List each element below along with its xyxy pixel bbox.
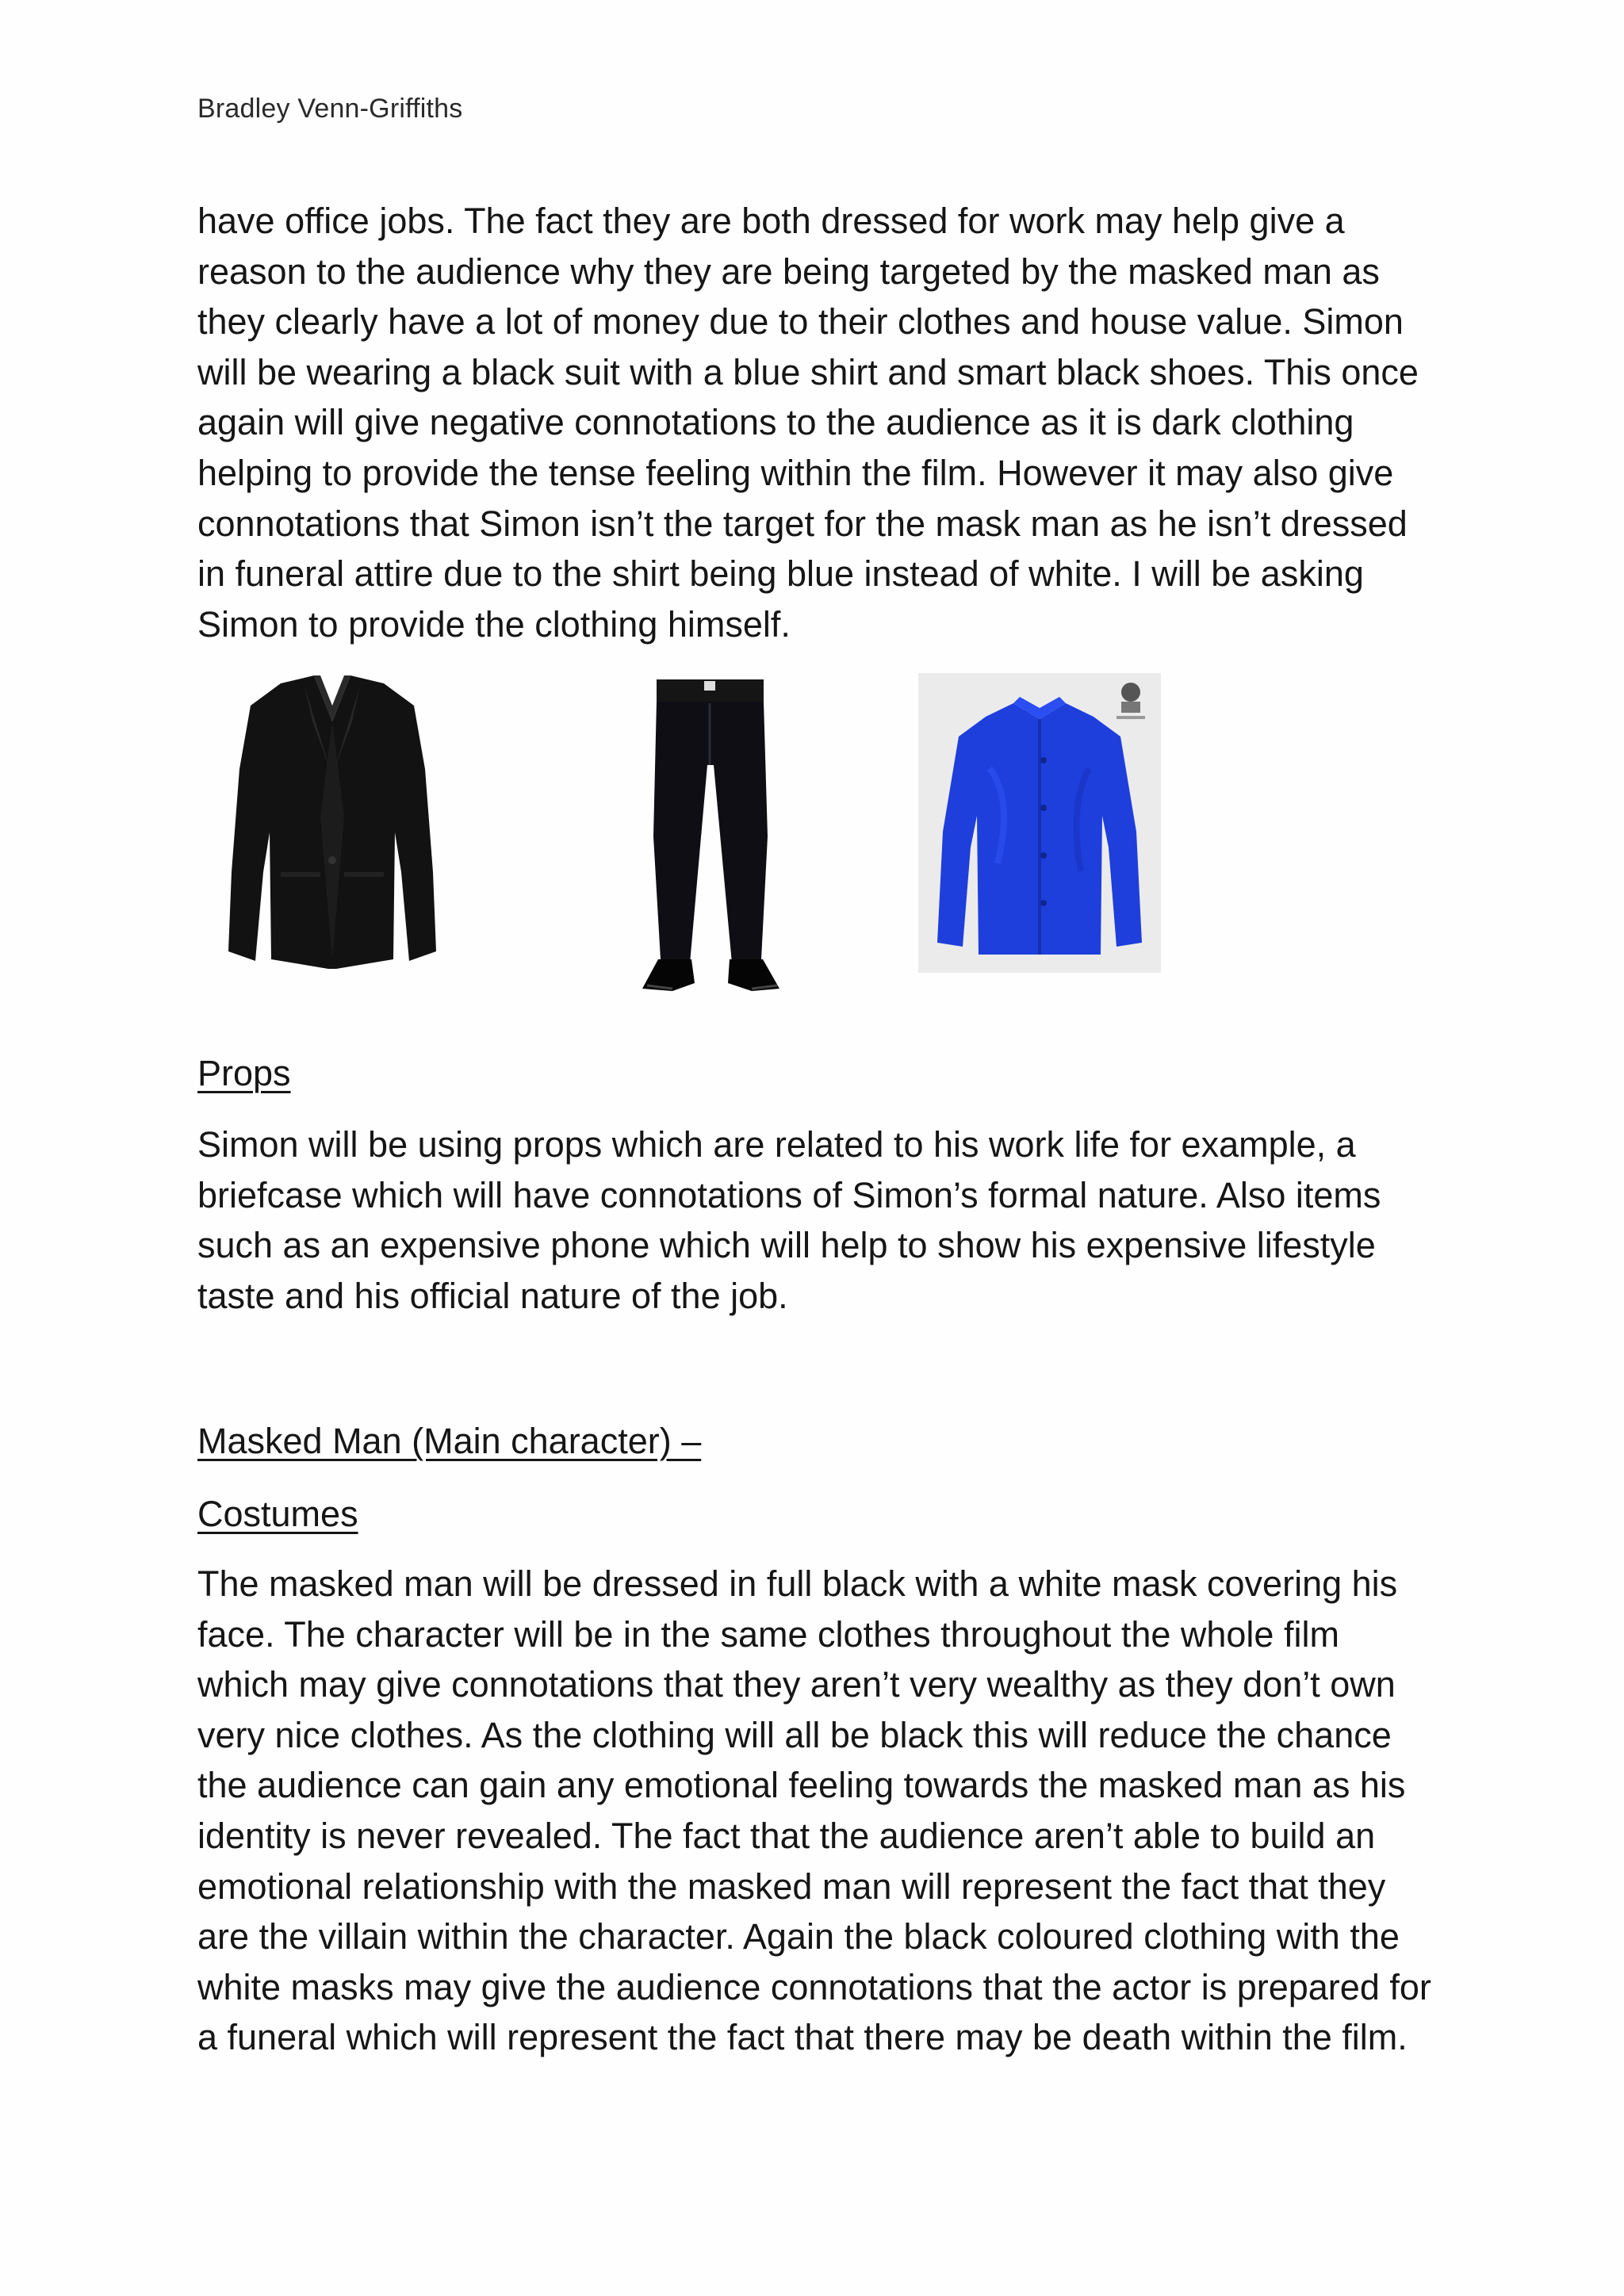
text-line: are the villain within the character. Again the black coloured clothing with the bbox=[197, 1916, 1400, 1957]
text-line: in funeral attire due to the shirt being blue instead of white. I will be asking bbox=[197, 553, 1364, 595]
text-line: emotional relationship with the masked man will represent the fact that they bbox=[197, 1866, 1386, 1907]
suit-jacket-image bbox=[225, 674, 439, 971]
black-suit-jacket-icon bbox=[225, 674, 439, 971]
trousers-image bbox=[625, 678, 795, 995]
text-line: will be wearing a black suit with a blue shirt and smart black shoes. This once bbox=[197, 351, 1419, 392]
text-line: taste and his official nature of the job. bbox=[197, 1275, 788, 1316]
black-trousers-and-shoes-icon bbox=[625, 678, 795, 995]
text-line: they clearly have a lot of money due to their clothes and house value. Simon bbox=[197, 301, 1404, 342]
text-line: the audience can gain any emotional feeling towards the masked man as his bbox=[197, 1765, 1406, 1806]
text-line: have office jobs. The fact they are both dressed for work may help give a bbox=[197, 201, 1345, 241]
costumes-subheading: Costumes bbox=[197, 1494, 358, 1534]
text-line: Simon to provide the clothing himself. bbox=[197, 603, 791, 645]
text-line: connotations that Simon isn’t the target for the mask man as he isn’t dressed bbox=[197, 503, 1408, 544]
text-line: such as an expensive phone which will help to show his expensive lifestyle bbox=[197, 1225, 1376, 1266]
text-line: a funeral which will represent the fact that there may be death within the film. bbox=[197, 2017, 1408, 2058]
masked-man-heading: Masked Man (Main character) – bbox=[197, 1421, 702, 1461]
text-line: identity is never revealed. The fact that the audience aren’t able to build an bbox=[197, 1815, 1376, 1856]
text-line: white masks may give the audience connotations that the actor is prepared for bbox=[197, 1966, 1431, 2007]
text-line: reason to the audience why they are being targeted by the masked man as bbox=[197, 251, 1380, 292]
props-heading: Props bbox=[197, 1053, 291, 1093]
text-line: Simon will be using props which are related to his work life for example, a bbox=[197, 1124, 1356, 1165]
blue-shirt-image bbox=[918, 673, 1161, 973]
blue-dress-shirt-icon bbox=[918, 673, 1161, 973]
text-line: The masked man will be dressed in full black with a white mask covering his bbox=[197, 1563, 1398, 1604]
text-line: helping to provide the tense feeling within the film. However it may also give bbox=[197, 452, 1394, 493]
text-line: briefcase which will have connotations of Simon’s formal nature. Also items bbox=[197, 1174, 1381, 1215]
text-line: very nice clothes. As the clothing will all be black this will reduce the chance bbox=[197, 1714, 1392, 1755]
text-line: face. The character will be in the same clothes throughout the whole film bbox=[197, 1613, 1339, 1655]
masked-man-paragraph bbox=[197, 1559, 1450, 2063]
text-line: which may give connotations that they aren’t very wealthy as they don’t own bbox=[197, 1664, 1396, 1705]
text-line: again will give negative connotations to the audience as it is dark clothing bbox=[197, 402, 1354, 443]
props-paragraph bbox=[197, 1119, 1450, 1321]
author-header: Bradley Venn-Griffiths bbox=[197, 94, 463, 124]
intro-paragraph bbox=[197, 196, 1450, 649]
